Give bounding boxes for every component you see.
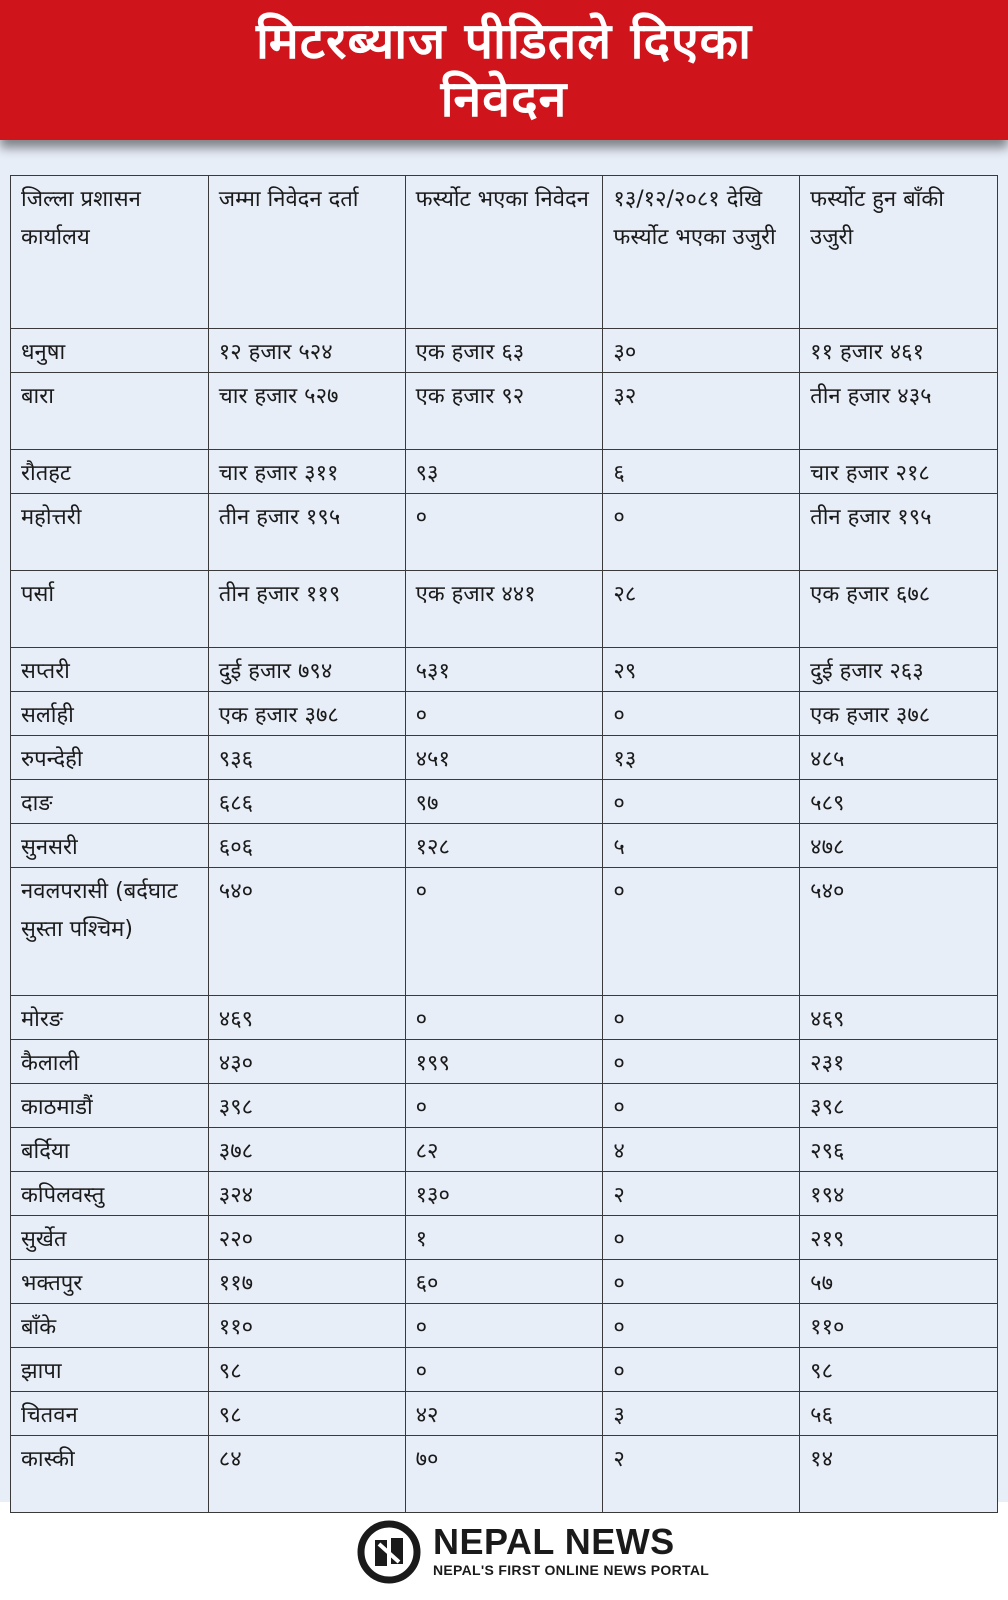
cell-office: दाङ [11, 780, 209, 824]
cell-settled-since: ० [603, 1084, 800, 1128]
table-row [11, 1084, 998, 1128]
cell-total-filed: तीन हजार ११९ [208, 571, 405, 648]
cell-pending: ५८९ [800, 780, 998, 824]
cell-pending: ४६९ [800, 996, 998, 1040]
cell-pending: तीन हजार १९५ [800, 494, 998, 571]
cell-pending: ५७ [800, 1260, 998, 1304]
table-row [11, 692, 998, 736]
table-row [11, 736, 998, 780]
cell-settled-since: २८ [603, 571, 800, 648]
cell-total-filed: ९८ [208, 1348, 405, 1392]
table-row [11, 996, 998, 1040]
table-row [11, 1260, 998, 1304]
table-row [11, 1128, 998, 1172]
cell-office: चितवन [11, 1392, 209, 1436]
cell-total-filed: चार हजार ३११ [208, 450, 405, 494]
cell-office: सर्लाही [11, 692, 209, 736]
cell-total-filed: तीन हजार १९५ [208, 494, 405, 571]
cell-pending: ११० [800, 1304, 998, 1348]
cell-settled-since: ० [603, 1260, 800, 1304]
cell-pending: चार हजार २१८ [800, 450, 998, 494]
cell-pending: ४७८ [800, 824, 998, 868]
table-row [11, 571, 998, 648]
cell-office: बाँके [11, 1304, 209, 1348]
cell-pending: २९६ [800, 1128, 998, 1172]
cell-settled: एक हजार ४४१ [405, 571, 603, 648]
cell-pending: एक हजार ३७८ [800, 692, 998, 736]
cell-settled-since: ३ [603, 1392, 800, 1436]
cell-settled: ० [405, 494, 603, 571]
cell-settled-since: २ [603, 1436, 800, 1513]
cell-pending: १९४ [800, 1172, 998, 1216]
table-row [11, 373, 998, 450]
table-row [11, 1392, 998, 1436]
cell-total-filed: ४६९ [208, 996, 405, 1040]
title-line-2: निवेदन [440, 70, 568, 128]
cell-office: सुर्खेत [11, 1216, 209, 1260]
cell-office: रुपन्देही [11, 736, 209, 780]
cell-pending: ९८ [800, 1348, 998, 1392]
cell-office: महोत्तरी [11, 494, 209, 571]
cell-pending: ५४० [800, 868, 998, 996]
cell-settled: ८२ [405, 1128, 603, 1172]
cell-pending: एक हजार ६७८ [800, 571, 998, 648]
cell-office: कपिलवस्तु [11, 1172, 209, 1216]
cell-office: पर्सा [11, 571, 209, 648]
table-row [11, 648, 998, 692]
cell-settled: १ [405, 1216, 603, 1260]
table-row [11, 1172, 998, 1216]
cell-office: मोरङ [11, 996, 209, 1040]
cell-settled-since: ३० [603, 329, 800, 373]
cell-total-filed: दुई हजार ७९४ [208, 648, 405, 692]
cell-settled: ० [405, 1084, 603, 1128]
cell-settled-since: ० [603, 996, 800, 1040]
cell-settled: १२८ [405, 824, 603, 868]
cell-settled: १३० [405, 1172, 603, 1216]
cell-office: नवलपरासी (बर्दघाट सुस्ता पश्चिम) [11, 868, 209, 996]
table-row [11, 1304, 998, 1348]
cell-settled-since: ५ [603, 824, 800, 868]
cell-settled-since: २ [603, 1172, 800, 1216]
cell-office: सुनसरी [11, 824, 209, 868]
cell-total-filed: ११७ [208, 1260, 405, 1304]
cell-total-filed: ८४ [208, 1436, 405, 1513]
cell-pending: ५६ [800, 1392, 998, 1436]
cell-settled: १९९ [405, 1040, 603, 1084]
cell-settled: ९३ [405, 450, 603, 494]
table-row [11, 1040, 998, 1084]
cell-office: धनुषा [11, 329, 209, 373]
cell-settled: ० [405, 996, 603, 1040]
cell-office: काठमाडौं [11, 1084, 209, 1128]
cell-settled-since: ६ [603, 450, 800, 494]
cell-settled: ७० [405, 1436, 603, 1513]
cell-settled-since: ४ [603, 1128, 800, 1172]
cell-office: रौतहट [11, 450, 209, 494]
cell-pending: ४८५ [800, 736, 998, 780]
cell-settled-since: ० [603, 868, 800, 996]
logo-tagline: NEPAL'S FIRST ONLINE NEWS PORTAL [433, 1562, 710, 1578]
table-row [11, 450, 998, 494]
cell-pending: ३९८ [800, 1084, 998, 1128]
cell-total-filed: ११० [208, 1304, 405, 1348]
cell-settled: ० [405, 692, 603, 736]
cell-settled-since: १३ [603, 736, 800, 780]
nepal-news-logo-icon [357, 1520, 421, 1584]
cell-total-filed: ३७८ [208, 1128, 405, 1172]
cell-total-filed: ९८ [208, 1392, 405, 1436]
petition-table [10, 175, 998, 1513]
title-banner [0, 0, 1008, 140]
cell-settled-since: ३२ [603, 373, 800, 450]
table-row [11, 1348, 998, 1392]
cell-settled: एक हजार ६३ [405, 329, 603, 373]
header-pending: फर्स्योट हुन बाँकी उजुरी [800, 176, 998, 329]
cell-settled-since: ० [603, 692, 800, 736]
cell-pending: २१९ [800, 1216, 998, 1260]
header-settled: फर्स्योट भएका निवेदन [405, 176, 603, 329]
cell-office: भक्तपुर [11, 1260, 209, 1304]
cell-total-filed: १२ हजार ५२४ [208, 329, 405, 373]
table-row [11, 1436, 998, 1513]
cell-pending: १४ [800, 1436, 998, 1513]
cell-total-filed: २२० [208, 1216, 405, 1260]
cell-office: बर्दिया [11, 1128, 209, 1172]
table-row [11, 494, 998, 571]
header-total-filed: जम्मा निवेदन दर्ता [208, 176, 405, 329]
cell-office: कैलाली [11, 1040, 209, 1084]
header-settled-since: १३/१२/२०८१ देखि फर्स्योट भएका उजुरी [603, 176, 800, 329]
cell-settled-since: २९ [603, 648, 800, 692]
cell-settled: ० [405, 868, 603, 996]
cell-settled-since: ० [603, 1348, 800, 1392]
cell-settled-since: ० [603, 1304, 800, 1348]
cell-settled-since: ० [603, 1216, 800, 1260]
cell-total-filed: चार हजार ५२७ [208, 373, 405, 450]
cell-settled: ० [405, 1348, 603, 1392]
cell-office: सप्तरी [11, 648, 209, 692]
cell-total-filed: ४३० [208, 1040, 405, 1084]
table-row [11, 824, 998, 868]
cell-pending: दुई हजार २६३ [800, 648, 998, 692]
cell-office: झापा [11, 1348, 209, 1392]
cell-settled: एक हजार ९२ [405, 373, 603, 450]
cell-settled-since: ० [603, 494, 800, 571]
cell-total-filed: ५४० [208, 868, 405, 996]
cell-pending: २३१ [800, 1040, 998, 1084]
cell-settled: ५३१ [405, 648, 603, 692]
cell-settled: ६० [405, 1260, 603, 1304]
table-row [11, 780, 998, 824]
table-row [11, 1216, 998, 1260]
cell-total-filed: ३२४ [208, 1172, 405, 1216]
title-line-1: मिटरब्याज पीडितले दिएका [255, 12, 753, 70]
nepal-news-logo [357, 1520, 709, 1584]
cell-total-filed: ६०६ [208, 824, 405, 868]
cell-total-filed: एक हजार ३७८ [208, 692, 405, 736]
cell-pending: तीन हजार ४३५ [800, 373, 998, 450]
header-office: जिल्ला प्रशासन कार्यालय [11, 176, 209, 329]
cell-pending: ११ हजार ४६१ [800, 329, 998, 373]
cell-total-filed: ६८६ [208, 780, 405, 824]
cell-office: कास्की [11, 1436, 209, 1513]
cell-settled-since: ० [603, 780, 800, 824]
table-header-row [11, 176, 998, 329]
cell-total-filed: ९३६ [208, 736, 405, 780]
cell-settled-since: ० [603, 1040, 800, 1084]
cell-settled: ४५१ [405, 736, 603, 780]
table-row [11, 868, 998, 996]
cell-settled: ९७ [405, 780, 603, 824]
cell-settled: ० [405, 1304, 603, 1348]
cell-settled: ४२ [405, 1392, 603, 1436]
cell-office: बारा [11, 373, 209, 450]
logo-name: NEPAL NEWS [433, 1521, 675, 1562]
table-row [11, 329, 998, 373]
cell-total-filed: ३९८ [208, 1084, 405, 1128]
